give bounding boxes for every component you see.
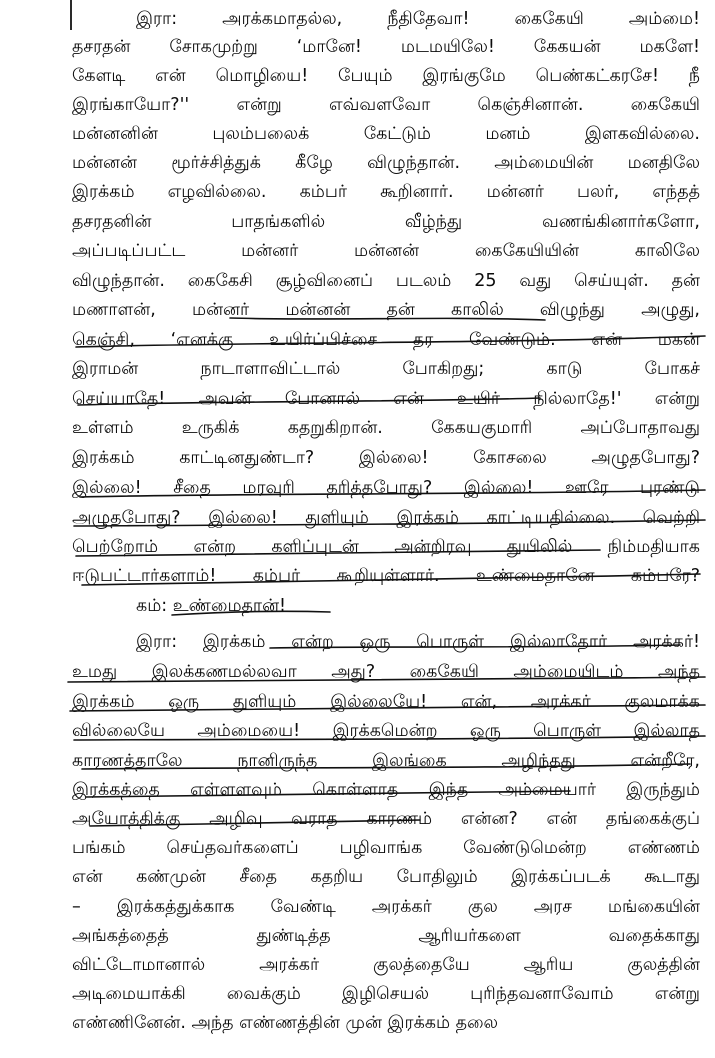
- text-line-10: விழுந்தான். கைகேசி சூழ்வினைப் படலம் 25 வது செய்யுள். தன்: [72, 271, 700, 291]
- text-line-3: கேளடி என் மொழியை! பேயும் இரங்குமே பெண்கட்கரசே! நீ: [72, 66, 700, 86]
- text-line-5: மன்னனின் புலம்பலைக் கேட்டும் மனம் இளகவில்லை.: [72, 124, 700, 144]
- text-line-32: அங்கத்தைத் துண்டித்த ஆரியர்களை வதைக்காது: [72, 926, 700, 946]
- text-line-18: அழுதபோது? இல்லை! துளியும் இரக்கம் காட்டியதில்லை. வெற்றி: [72, 508, 700, 528]
- text-line-27: இரக்கத்தை எள்ளளவும் கொள்ளாத இந்த அம்மையார் இருந்தும்: [72, 780, 700, 800]
- text-line-6: மன்னன் மூர்ச்சித்துக் கீழே விழுந்தான். அம்மையின் மனதிலே: [72, 153, 700, 173]
- text-line-30: என் கண்முன் சீதை கதறிய போதிலும் இரக்கப்படக் கூடாது: [72, 867, 700, 887]
- text-line-22: இரா: இரக்கம் என்ற ஒரு பொருள் இல்லாதோர் அரக்கர்!: [136, 632, 700, 652]
- text-line-25: வில்லையே அம்மையை! இரக்கமென்ற ஒரு பொருள் இல்லாத: [72, 721, 700, 741]
- text-line-31: – இரக்கத்துக்காக வேண்டி அரக்கர் குல அரச மங்கையின்: [72, 897, 700, 917]
- text-line-34: அடிமையாக்கி வைக்கும் இழிசெயல் புரிந்தவனாவோம் என்று: [72, 984, 700, 1004]
- text-line-24: இரக்கம் ஒரு துளியும் இல்லையே! என், அரக்கர் குலமாக்க: [72, 692, 700, 712]
- text-line-16: இரக்கம் காட்டினதுண்டா? இல்லை! கோசலை அழுதபோது?: [72, 448, 700, 468]
- text-line-11: மணாளன், மன்னர் மன்னன் தன் காலில் விழுந்து அழுது,: [72, 300, 700, 320]
- text-line-1: இரா: அரக்கமாதல்ல, நீதிதேவா! கைகேயி அம்மை!: [136, 9, 700, 29]
- text-line-17: இல்லை! சீதை மரவுரி தரித்தபோது? இல்லை! ஊரே புரண்டு: [72, 478, 700, 498]
- text-line-28: அயோத்திக்கு அழிவு வராத காரணம் என்ன? என் தங்கைக்குப்: [72, 809, 700, 829]
- text-line-8: தசரதனின் பாதங்களில் வீழ்ந்து வணங்கினார்களோ,: [72, 212, 700, 232]
- text-line-15: உள்ளம் உருகிக் கதறுகிறான். கேகயகுமாரி அப்போதாவது: [72, 418, 700, 438]
- text-line-26: காரணத்தாலே நானிருந்த இலங்கை அழிந்தது என்றீரே,: [72, 751, 700, 771]
- text-line-29: பங்கம் செய்தவர்களைப் பழிவாங்க வேண்டுமென்ற எண்ணம்: [72, 838, 700, 858]
- text-line-4: இரங்காயோ?'' என்று எவ்வளவோ கெஞ்சினான். கைகேயி: [72, 95, 700, 115]
- text-line-2: தசரதன் சோகமுற்று ‘மானே! மடமயிலே! கேகயன் மகளே!: [72, 37, 700, 57]
- text-line-7: இரக்கம் எழவில்லை. கம்பர் கூறினார். மன்னர் பலர், எந்தத்: [72, 182, 700, 202]
- text-line-33: விட்டோமானால் அரக்கர் குலத்தையே ஆரிய குலத்தின்: [72, 955, 700, 975]
- text-line-9: அப்படிப்பட்ட மன்னர் மன்னன் கைகேயியின் காலிலே: [72, 241, 700, 261]
- text-line-23: உமது இலக்கணமல்லவா அது? கைகேயி அம்மையிடம் அந்த: [72, 662, 700, 682]
- text-line-19: பெற்றோம் என்ற களிப்புடன் அன்றிரவு துயிலில் நிம்மதியாக: [72, 537, 700, 557]
- speaker-reply-line: கம்: உண்மைதான்!: [136, 596, 287, 616]
- text-line-14: செய்யாதே! அவன் போனால் என் உயிர் நில்லாதே!' என்று: [72, 389, 700, 409]
- text-line-13: இராமன் நாடாளாவிட்டால் போகிறது; காடு போகச்: [72, 359, 700, 379]
- text-line-12: கெஞ்சி, ‘எனக்கு உயிர்ப்பிச்சை தர வேண்டும். என் மகன்: [72, 330, 700, 350]
- text-line-35: எண்ணினேன். அந்த எண்ணத்தின் முன் இரக்கம் தலை: [72, 1013, 499, 1033]
- margin-mark: [70, 0, 72, 30]
- text-line-20: ஈடுபட்டார்களாம்! கம்பர் கூறியுள்ளார். உண்மைதானே கம்பரே?: [72, 566, 700, 586]
